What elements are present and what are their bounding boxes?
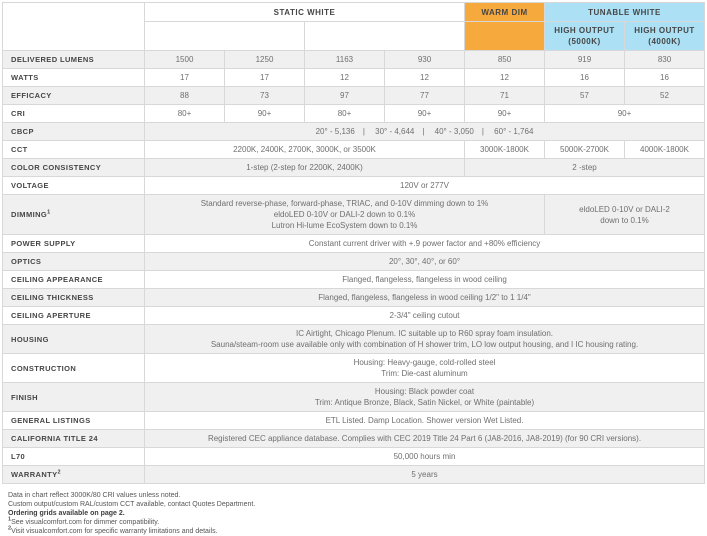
row-label-text: GENERAL LISTINGS	[11, 416, 91, 425]
spec-cell: 52	[625, 87, 705, 105]
footnote-marker: 1	[8, 516, 12, 523]
header-sub-high-output	[145, 22, 305, 51]
corner-cell	[3, 3, 145, 51]
spec-cell: 20°, 30°, 40°, or 60°	[145, 253, 705, 271]
cell-line: eldoLED 0-10V or DALI-2	[579, 204, 670, 214]
table-row	[3, 105, 705, 123]
row-label-watts	[3, 69, 145, 87]
spec-cell: 3000K-1800K	[465, 141, 545, 159]
table-row	[3, 87, 705, 105]
spec-cell: 20° - 5,136 | 30° - 4,644 | 40° - 3,050 | 60° - 1,764	[145, 123, 705, 141]
spec-cell: 88	[145, 87, 225, 105]
row-label-text: EFFICACY	[11, 91, 52, 100]
row-label-text: OPTICS	[11, 257, 42, 266]
row-label-text: CRI	[11, 109, 26, 118]
footnote: $^1$See visualcomfort.com for dimmer compatibility.	[8, 516, 160, 526]
footnotes	[2, 484, 705, 536]
spec-cell: 73	[225, 87, 305, 105]
table-row	[3, 325, 705, 354]
cell-line: Standard reverse-phase, forward-phase, TRIAC, and 0-10V dimming down to 1%	[200, 199, 489, 208]
row-label-text: CEILING THICKNESS	[11, 293, 94, 302]
footnote: Custom output/custom RAL/custom CCT available, contact Quotes Department.	[8, 501, 256, 508]
footnote: $^2$Visit visualcomfort.com for specific warranty limitations and details.	[8, 525, 218, 535]
row-label-text: POWER SUPPLY	[11, 239, 76, 248]
spec-cell: 16	[545, 69, 625, 87]
spec-cell: 5 years	[145, 466, 705, 484]
row-label-text: L70	[11, 452, 26, 461]
spec-cell: ETL Listed. Damp Location. Shower version Wet Listed.	[145, 412, 705, 430]
row-label-text: CCT	[11, 145, 28, 154]
row-label-general-listings	[3, 412, 145, 430]
footnote: Data in chart reflect 3000K/80 CRI values unless noted.	[8, 492, 181, 499]
table-row	[3, 383, 705, 412]
row-label-california-title-24	[3, 430, 145, 448]
row-label-cbcp	[3, 123, 145, 141]
spec-cell	[145, 383, 705, 412]
table-row	[3, 159, 705, 177]
cell-line: eldoLED 0-10V or DALI-2 down to 0.1%	[273, 210, 416, 219]
row-label-optics	[3, 253, 145, 271]
cell-line: (4000K)	[648, 37, 681, 46]
row-label-finish	[3, 383, 145, 412]
spec-cell: 12	[305, 69, 385, 87]
cell-line: HIGH OUTPUT	[634, 26, 695, 35]
spec-cell: 57	[545, 87, 625, 105]
cell-line: HIGH OUTPUT	[554, 26, 615, 35]
cell-line: Housing: Black powder coat	[374, 387, 475, 396]
table-row	[3, 466, 705, 484]
table-row	[3, 307, 705, 325]
spec-cell: 17	[145, 69, 225, 87]
row-label-ceiling-aperture	[3, 307, 145, 325]
spec-cell: 930	[385, 51, 465, 69]
table-row	[3, 235, 705, 253]
row-label-dimming	[3, 195, 145, 235]
table-row	[3, 448, 705, 466]
row-label-color-consistency	[3, 159, 145, 177]
footnote: Ordering grids available on page 2.	[8, 510, 125, 517]
spec-cell: 90+	[465, 105, 545, 123]
row-label-l70	[3, 448, 145, 466]
table-row	[3, 289, 705, 307]
cell-line: IC Airtight, Chicago Plenum. IC suitable up to R60 spray foam insulation.	[295, 329, 554, 338]
spec-cell: 830	[625, 51, 705, 69]
spec-cell: Constant current driver with +.9 power factor and +80% efficiency	[145, 235, 705, 253]
row-label-text: COLOR CONSISTENCY	[11, 163, 102, 172]
row-label-text: HOUSING	[11, 334, 49, 344]
header-sub-high-output-5000k	[545, 22, 625, 51]
row-label-voltage	[3, 177, 145, 195]
spec-cell: 1250	[225, 51, 305, 69]
row-label-cct	[3, 141, 145, 159]
spec-cell: 850	[465, 51, 545, 69]
spec-cell: 77	[385, 87, 465, 105]
cell-line: Lutron Hi-lume EcoSystem down to 0.1%	[271, 221, 418, 230]
spec-cell: 12	[385, 69, 465, 87]
spec-cell: 1-step (2-step for 2200K, 2400K)	[145, 159, 465, 177]
spec-cell: 50,000 hours min	[145, 448, 705, 466]
table-row	[3, 354, 705, 383]
spec-cell: 2 -step	[465, 159, 705, 177]
table-row	[3, 141, 705, 159]
row-label-text: VOLTAGE	[11, 181, 49, 190]
spec-cell: 97	[305, 87, 385, 105]
spec-cell: 80+	[305, 105, 385, 123]
cell-line: down to 0.1%	[600, 215, 649, 225]
row-label-housing	[3, 325, 145, 354]
spec-cell: 1163	[305, 51, 385, 69]
header-sub-low-output	[465, 22, 545, 51]
row-label-warranty	[3, 466, 145, 484]
row-label-text: CEILING APERTURE	[11, 311, 91, 320]
footnote-marker: 2	[57, 469, 61, 476]
cell-line: (5000K)	[568, 37, 601, 46]
table-row	[3, 69, 705, 87]
row-label-text: DIMMING	[11, 210, 48, 219]
spec-cell: 90+	[225, 105, 305, 123]
spec-cell: 16	[625, 69, 705, 87]
row-label-text: FINISH	[11, 392, 38, 402]
spec-cell: Registered CEC appliance database. Complies with CEC 2019 Title 24 Part 6 (JA8-2016, JA8-2019) (for 90 CRI versions).	[145, 430, 705, 448]
row-label-efficacy	[3, 87, 145, 105]
header-group-row	[3, 3, 705, 22]
row-label-cri	[3, 105, 145, 123]
row-label-delivered-lumens	[3, 51, 145, 69]
table-row	[3, 412, 705, 430]
table-row	[3, 177, 705, 195]
spec-cell	[145, 195, 545, 235]
row-label-ceiling-thickness	[3, 289, 145, 307]
header-group-warm-dim: WARM DIM	[465, 3, 545, 22]
cell-line: Trim: Die-cast aluminum	[381, 369, 468, 378]
row-label-text: CONSTRUCTION	[11, 363, 77, 373]
spec-cell: 5000K-2700K	[545, 141, 625, 159]
row-label-power-supply	[3, 235, 145, 253]
spec-table	[2, 2, 705, 484]
spec-cell	[545, 195, 705, 235]
cell-line: Housing: Heavy-gauge, cold-rolled steel	[353, 358, 496, 367]
row-label-text: WATTS	[11, 73, 39, 82]
row-label-text: CALIFORNIA TITLE 24	[11, 434, 98, 443]
spec-cell: 919	[545, 51, 625, 69]
spec-cell	[145, 354, 705, 383]
header-sub-high-output-4000k	[625, 22, 705, 51]
row-label-text: CEILING APPEARANCE	[11, 275, 103, 284]
table-row	[3, 271, 705, 289]
spec-cell: 71	[465, 87, 545, 105]
table-row	[3, 195, 705, 235]
spec-cell: 12	[465, 69, 545, 87]
table-row	[3, 253, 705, 271]
table-row	[3, 123, 705, 141]
header-group-tunable-white: TUNABLE WHITE	[545, 3, 705, 22]
spec-cell: 17	[225, 69, 305, 87]
footnote-marker: 2	[8, 525, 12, 532]
spec-cell: 2-3/4" ceiling cutout	[145, 307, 705, 325]
spec-cell: 120V or 277V	[145, 177, 705, 195]
spec-cell: 90+	[385, 105, 465, 123]
spec-cell: 2200K, 2400K, 2700K, 3000K, or 3500K	[145, 141, 465, 159]
spec-cell: Flanged, flangeless, flangeless in wood ceiling	[145, 271, 705, 289]
spec-cell: 90+	[545, 105, 705, 123]
row-label-ceiling-appearance	[3, 271, 145, 289]
row-label-text: WARRANTY	[11, 470, 58, 479]
header-group-static-white: STATIC WHITE	[145, 3, 465, 22]
table-body	[3, 51, 705, 484]
row-label-text: DELIVERED LUMENS	[11, 55, 95, 64]
footnote-marker: 1	[47, 209, 51, 216]
table-header	[3, 3, 705, 51]
spec-cell: 4000K-1800K	[625, 141, 705, 159]
spec-cell: Flanged, flangeless, flangeless in wood ceiling 1/2" to 1 1/4"	[145, 289, 705, 307]
row-label-construction	[3, 354, 145, 383]
row-label-text: CBCP	[11, 127, 34, 136]
spec-cell	[145, 325, 705, 354]
table-row	[3, 51, 705, 69]
spec-cell: 80+	[145, 105, 225, 123]
table-row	[3, 430, 705, 448]
header-sub-low-output	[305, 22, 465, 51]
cell-line: Sauna/steam-room use available only with combination of H shower trim, LO low output housing, and I IC housing rating.	[210, 340, 639, 349]
spec-cell: 1500	[145, 51, 225, 69]
cell-line: Trim: Antique Bronze, Black, Satin Nickel, or White (paintable)	[314, 398, 535, 407]
